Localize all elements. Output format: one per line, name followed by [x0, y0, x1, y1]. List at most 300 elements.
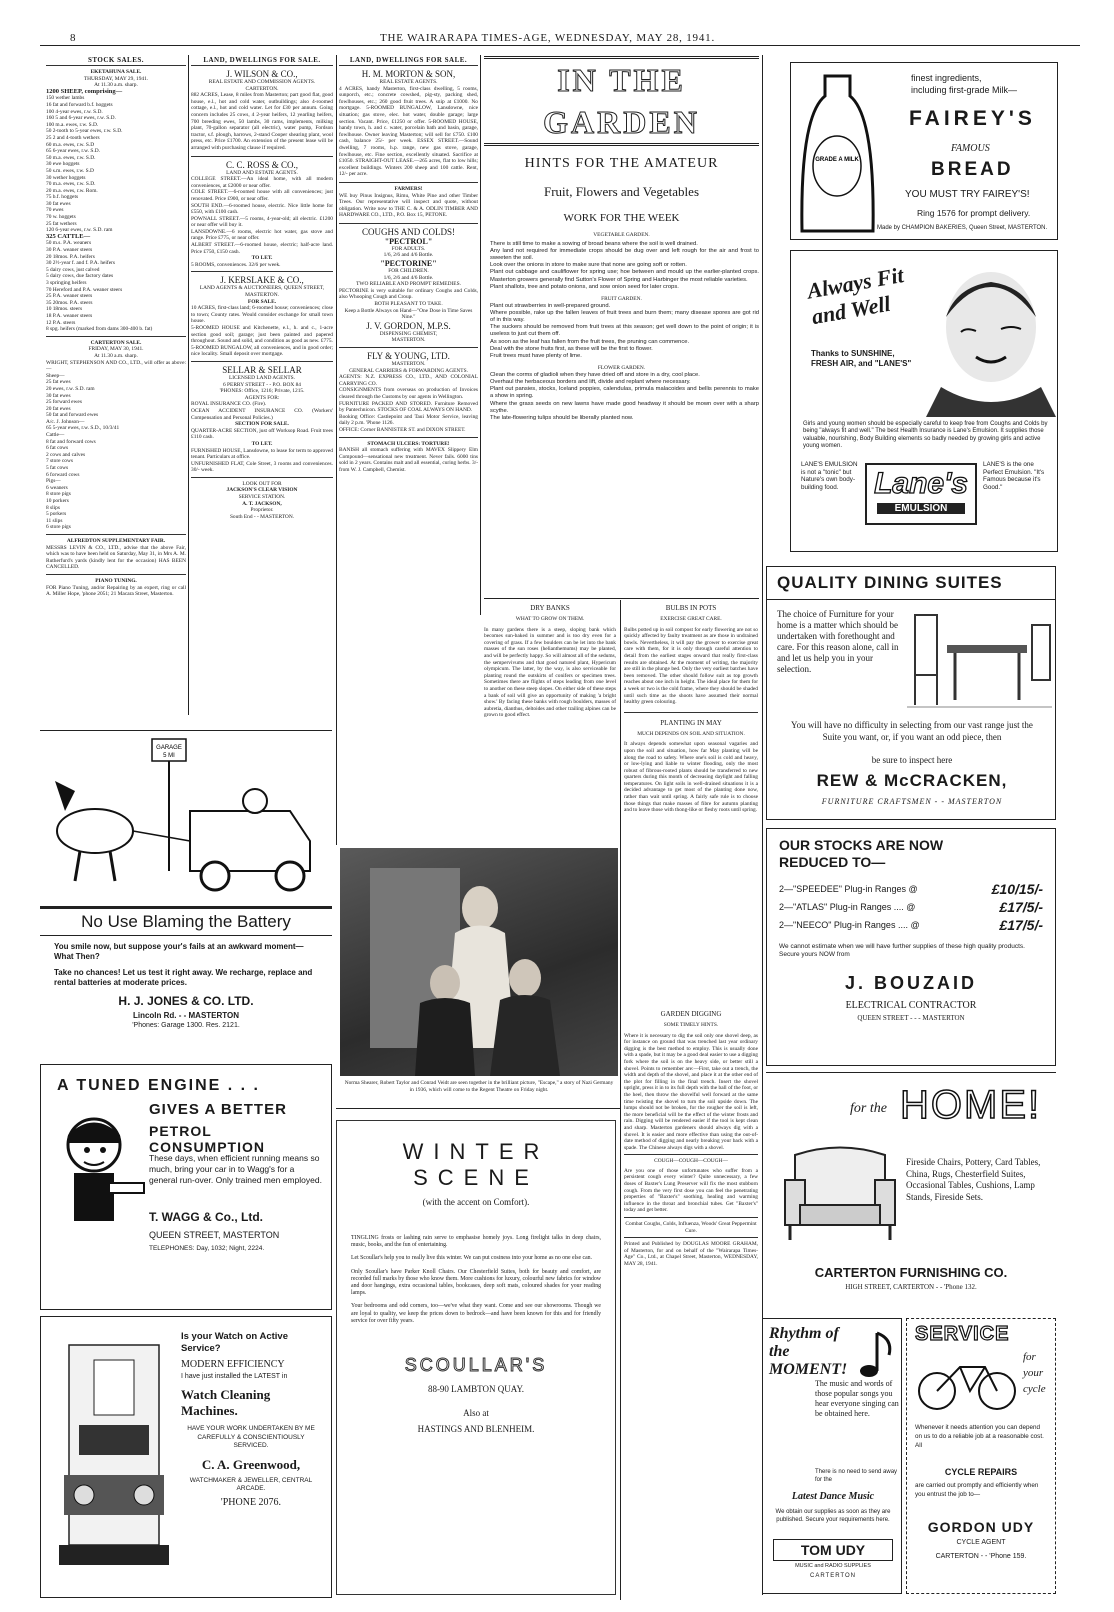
agent-name: J. WILSON & CO.,: [226, 69, 298, 79]
battery-name: H. J. JONES & CO. LTD.: [118, 994, 254, 1008]
list-item: Overhaul the herbaceous borders and lift, divide and replant where necessary.: [490, 379, 691, 386]
list-item: 160 5 and 6-year ewes, r.w. S.D.: [46, 115, 116, 122]
greenwood-ad: [40, 1316, 332, 1598]
dining-title: QUALITY DINING SUITES: [767, 567, 1055, 600]
list-item: LANSDOWNE.—6 rooms, electric hot water, gas stove and range. Price £775, or near offer.: [191, 228, 333, 242]
fairey-line: including first-grade Milk—: [911, 85, 1018, 95]
section-title: FRUIT GARDEN.: [601, 296, 642, 303]
cattle-heading: 325 CATTLE—: [46, 232, 91, 240]
agent-town: CARTERTON.: [245, 85, 279, 92]
bicycle-icon: [915, 1353, 1020, 1413]
list-item: Plant shallots, tree and potato onions, and sow onion seed for later crops.: [490, 283, 679, 290]
sale-label: FOR SALE.: [247, 298, 277, 305]
ulcers-title: STOMACH ULCERS: TORTURE!: [367, 440, 450, 447]
article-sub: SOME TIMELY HINTS.: [663, 1022, 719, 1028]
engine-text: These days, when efficient running means so much, bring your car in to Wagg's for a general run-over. Only trained men employed.: [149, 1153, 322, 1185]
list-item: Any land not required for immediate crops should be dug over and left rough for the air and frost to sweeten the soil.: [490, 247, 759, 261]
jackson-line: Proprietor.: [250, 507, 274, 514]
cattle-list: [46, 240, 186, 332]
kerslake-list: [191, 305, 333, 358]
list-item: 5-ROOMED HOUSE and Kitchenette, e.l., h. and c., 1-acre section good soil; garage; just been painted and papered throughout. Sound and solid, and condition as good as new. £775.: [191, 325, 333, 345]
list-item: 10 porkers: [46, 498, 69, 504]
carrier-text: AGENTS: N.Z. EXPRESS CO., LTD., AND COLONIAL CARRYING CO.: [339, 374, 478, 387]
chemist-town: MASTERTON.: [391, 337, 426, 344]
list-item: SOUTH END.—6-roomed house, electric. Nice little home for £550, with £100 cash.: [191, 202, 333, 216]
battery-phones: 'Phones: Garage 1300. Res. 2121.: [132, 1022, 240, 1029]
dining-inspect: be sure to inspect here: [871, 755, 953, 765]
list-item: 120 6-year ewes, r.w. S.D. ram: [46, 227, 113, 234]
article-title: COUGH—COUGH—COUGH—: [654, 1158, 728, 1165]
garage-sign: GARAGE: [156, 745, 182, 751]
list-item: Where possible, rake up the fallen leaves of fruit trees and burn them; many disease spores are got rid of in this way.: [490, 309, 759, 324]
film-still-image: [340, 848, 618, 1076]
carrier-sub: GENERAL CARRIERS & FORWARDING AGENTS.: [349, 367, 468, 374]
watch-sub: WATCHMAKER & JEWELLER, CENTRAL ARCADE.: [189, 1477, 313, 1492]
list-item: 70 m.a. ewes, r.w. S.D.: [46, 181, 96, 188]
sale-title: CARTERTON SALE.: [90, 339, 142, 346]
remedy-note: Keep a Bottle Always on Hand—"One Dose in Time Saves Nine.": [344, 307, 473, 321]
list-item: 70 w. hoggets: [46, 214, 76, 221]
dining-text: The choice of Furniture for your home is a matter which should be undertaken with forethought and care. For this reason alone, call in and let us help you in your selection.: [777, 609, 899, 674]
battery-address: Lincoln Rd. - - MASTERTON: [132, 1011, 240, 1020]
garden-week: WORK FOR THE WEEK: [563, 212, 680, 224]
article-title: PLANTING IN MAY: [660, 718, 722, 727]
rhythm-text: The music and words of those popular songs you hear everyone singing can be obtained here.: [815, 1379, 899, 1418]
lanes-ad: [790, 250, 1058, 552]
fairey-bread: BREAD: [931, 159, 1014, 180]
stock-sales-column: [46, 55, 186, 725]
list-item: 8 fat and forward cows: [46, 438, 96, 445]
list-item: 25 fat ewes: [46, 379, 71, 386]
winter-body: TINGLING frosts or lashing rain serve to emphasise homely joys. Long firelight talks in deep chairs, music, books, and the fun of entertaining.: [351, 1235, 601, 1249]
tom-udy-ad: [762, 1318, 902, 1594]
list-item: 50 m.s. P.A. weaners: [46, 240, 92, 247]
jackson-line: SERVICE STATION.: [238, 494, 286, 501]
list-item: Pigs—: [46, 478, 61, 485]
photo-caption: Norma Shearer, Robert Taylor and Conrad Veidt are seen together in the brilliant picture, "Escape," a story of Nazi Germany in 1936, which will come to the Regent Theatre on Friday night.: [344, 1080, 614, 1093]
battery-ad: [40, 730, 332, 1055]
remedy-name: "PECTROL": [384, 236, 433, 246]
watch-cleaning: Watch Cleaning Machines.: [181, 1387, 271, 1418]
list-item: Plant out pansies, stocks, Iceland poppies, calendulas, primula malacoides and bellis perennis to make a show in spring.: [490, 386, 759, 400]
battery-cartoon: [40, 731, 332, 901]
fairey-brand: FAIREY'S: [909, 107, 1036, 130]
svg-text:5 MI: 5 MI: [163, 753, 175, 759]
engine-address: QUEEN STREET, MASTERTON: [149, 1230, 280, 1240]
fairey-famous: FAMOUS: [951, 143, 990, 154]
remedy-price: 1/6, 2/6 and 4/6 Bottle.: [383, 274, 434, 281]
list-item: 70 ewes: [46, 207, 64, 214]
carrier-name: FLY & YOUNG, LTD.: [367, 351, 450, 361]
list-item: COLE STREET.—6-roomed house with all conveniences; just renovated. Price £900, or near offer.: [191, 189, 333, 202]
lanes-script: Always Fit and Well: [805, 262, 906, 330]
list-item: ALBERT STREET.—6-roomed house, electric; half-acre land. Price £750, £150 cash.: [191, 242, 333, 255]
list-item: 16 fat and forward b.f. hoggets: [46, 101, 113, 108]
list-item: 30 fat ewes: [46, 392, 71, 399]
agent-name: J. KERSLAKE & CO.,: [220, 275, 304, 286]
watch-efficiency: MODERN EFFICIENCY: [181, 1359, 285, 1370]
list-item: 20 ewes, r.w. S.D. ram: [46, 385, 95, 392]
list-item: 100 m.a. ewes, r.w. S.D.: [46, 121, 99, 128]
list-item: 10 ACRES, first-class land; 6-roomed house; conveniences; close to town; County rates. Would consider exchange for small town house.: [191, 305, 333, 325]
column-header: LAND, DWELLINGS FOR SALE.: [191, 55, 333, 66]
lanes-body: Girls and young women should be especially careful to keep free from Coughs and Colds by being "always fit and well." The best Health Insurance is Lane's Emulsion. It supplies those valuable, nourishing, Body Building elements so badly needed by growing girls and active young women.: [803, 421, 1048, 449]
list-item: 7 store cows: [46, 458, 73, 465]
lanes-thanks: Thanks to SUNSHINE, FRESH AIR, and "LANE'S": [811, 349, 912, 368]
music-note-icon: [855, 1325, 899, 1385]
range-item: [779, 917, 1043, 933]
watch-machine-image: [49, 1325, 179, 1590]
list-item: The late-flowering tulips should be liberally planted now.: [490, 415, 634, 422]
list-item: 18 P.A. weaner steers: [46, 312, 93, 319]
film-photo: [340, 848, 618, 1076]
list-item: 6 weaners: [46, 484, 68, 491]
list-item: 25 P.A. weaner steers: [46, 293, 93, 300]
list-item: There is still time to make a sowing of broad beans where the soil is well drained.: [490, 240, 698, 247]
list-item: 8 store pigs: [46, 491, 71, 498]
watch-phone: 'PHONE 2076.: [220, 1497, 282, 1508]
list-item: 50 fat and forward ewes: [46, 412, 99, 419]
list-item: 30 ewe hoggets: [46, 161, 80, 168]
garden-subtitle: Fruit, Flowers and Vegetables: [543, 184, 700, 199]
list-item: 50 2-tooth to 5-year ewes, r.w. S.D.: [46, 128, 123, 135]
jackson-line: LOOK OUT FOR: [242, 480, 282, 487]
list-item: 50 m.a. ewes, r.w. S.D.: [46, 154, 96, 161]
wagg-ad: [40, 1064, 332, 1310]
list-item: The suckers should be removed from fruit trees at this season; get well down to the point of origin; it is useless to just cut them off.: [490, 324, 759, 338]
bouzaid-title: OUR STOCKS ARE NOW REDUCED TO—: [779, 837, 944, 870]
home-name: CARTERTON FURNISHING CO.: [814, 1265, 1008, 1280]
service-big: SERVICE: [915, 1323, 1010, 1345]
agent-sub: LICENSED LAND AGENTS.: [228, 374, 296, 381]
agent-sub: LAND AGENTS & AUCTIONEERS, QUEEN STREET, MASTERTON.: [199, 285, 325, 299]
lanes-right: LANE'S is the one Perfect Emulsion. "It's Famous because it's Good.": [983, 461, 1045, 491]
list-item: 6 store pigs: [46, 524, 71, 531]
list-item: 65 5-year ewes, r.w. S.D., 10/3/41: [46, 425, 120, 432]
milk-bottle-image: [795, 71, 880, 236]
engine-title: A TUNED ENGINE . . .: [57, 1077, 260, 1094]
carrier-text: CONSIGNMENTS from overseas on production of Invoices cleared through the Customs by our agents in Wellington.: [339, 387, 478, 400]
fair-title: ALFREDTON SUPPLEMENTARY FAIR.: [66, 537, 166, 544]
list-item: 5 dairy cows, just calved: [46, 266, 100, 273]
watch-installed: I have just installed the LATEST in: [181, 1373, 288, 1380]
watch-question: Is your Watch on Active Service?: [181, 1331, 288, 1354]
engine-title: GIVES A BETTER: [149, 1101, 287, 1118]
remedy-sub: FOR ADULTS.: [391, 245, 426, 252]
dining-furniture-image: [907, 605, 1052, 715]
home-address: HIGH STREET, CARTERTON - - 'Phone 132.: [845, 1283, 977, 1291]
engine-name: T. WAGG & Co., Ltd.: [149, 1210, 263, 1224]
section-title: VEGETABLE GARDEN.: [593, 232, 650, 238]
scoullars-ad: [336, 1120, 616, 1595]
carrier-text: FURNITURE PACKED AND STORED. Furniture Removed by Pantechnicon. STOCKS OF COAL ALWAYS ON HAND.: [339, 400, 478, 414]
section-title: SECTION FOR SALE.: [235, 421, 289, 428]
dining-sub: FURNITURE CRAFTSMEN - - MASTERTON: [821, 797, 1003, 806]
winter-title: WINTER SCENE: [402, 1139, 550, 1190]
list-item: Look over the onions in store to make sure that none are going soft or rotten.: [490, 262, 687, 269]
piano-text: FOR Piano Tuning, and/or Repairing by an expert, ring or call A. Miller Hope, 'phone 2051; 21 Macara Street, Masterton.: [46, 584, 186, 598]
lanes-left: LANE'S EMULSION is not a "tonic" but Nature's own body-building food.: [801, 461, 858, 491]
sale-date: FRIDAY, MAY 30, 1941.: [88, 346, 144, 353]
range-name: 2—"NEECO" Plug-in Ranges .... @: [779, 920, 920, 930]
winter-body: Let Scoullar's help you to really live this winter. We can put cosiness into your home as no one else can.: [351, 1255, 592, 1262]
remedy-note: BOTH PLEASANT TO TAKE.: [374, 301, 443, 308]
farmers-title: FARMERS!: [394, 185, 423, 192]
battery-line: You smile now, but suppose your's fails at an awkward moment—What Then?: [54, 942, 304, 961]
list-item: 5 dairy cows, due factory dates: [46, 273, 114, 280]
listing-text: 882 ACRES, Lease, 8 miles from Masterton; part good flat, good house, e.l., hot and cold water, outbuildings; also 4-roomed cottage, e.l., hot and cold water. Let for £30 per annum. Going concern includes 25 cows, 4 2-year heifers, 12 yearling heifers, 700 breeding ewes, 50 lambs, 30 rams, implements, milking plant, 70-gallon separator (all electric), water pump, Fordson tractor, s.f. plough, harrows, 2-stand Cooper shearing plant, wool press, etc. Price £1700. An extension of the present lease will be arranged with purchasing clause if required.: [191, 92, 333, 151]
engine-tel: TELEPHONES: Day, 1032; Night, 2224.: [149, 1245, 265, 1252]
article-title: BULBS IN POTS: [665, 604, 717, 612]
list-item: 10 18mos. steers: [46, 306, 83, 313]
engine-title: PETROL CONSUMPTION: [149, 1123, 265, 1155]
list-item: 12 P.A. steers: [46, 319, 76, 326]
list-item: Clean the corms of gladioli when they have dried off and store in a dry, cool place.: [490, 371, 700, 378]
list-item: 70 Hereford and P.A. weaner steers: [46, 286, 123, 293]
bouzaid-sub: ELECTRICAL CONTRACTOR: [845, 1000, 977, 1011]
digging-article: [624, 1010, 758, 1590]
list-item: 100 4-year ewes, r.w. S.D.: [46, 108, 103, 115]
rhythm-sub: MUSIC and RADIO SUPPLIES: [795, 1563, 871, 1569]
let-text: FURNISHED HOUSE, Lansdowne, to lease for term to approved tenant. Particulars at office.: [191, 447, 333, 461]
list-item: 3 springing heifers: [46, 280, 87, 286]
carrier-text: Booking Office: Castlepoint and Taui Motor Service, leaving daily 2 p.m. 'Phone 1126.: [339, 413, 478, 427]
list-item: 30 fat ewes: [46, 200, 71, 207]
let-title: TO LET.: [251, 255, 273, 262]
remedy-note: TWO RELIABLE AND PROMPT REMEDIES.: [356, 281, 461, 288]
agent-sub: REAL ESTATE AND COMMISSION AGENTS.: [208, 79, 316, 85]
article-sub: WHAT TO GROW ON THEM.: [515, 616, 585, 622]
agent-address: 6 PERRY STREET - - P.O. BOX 84: [222, 381, 302, 388]
column-header: STOCK SALES.: [46, 55, 186, 66]
list-item: Plant out cabbage and cauliflower for spring use; hoe between and mould up the earlier-planted crops. Masterton growers generally find Sutton's Flower of Spring and Harbinger the most reliable varieties.: [490, 269, 759, 283]
jackson-line: A. T. JACKSON,: [242, 500, 282, 507]
dining-name: REW & McCRACKEN,: [816, 771, 1008, 790]
article-body: Bulbs potted up in soil compost for early flowering are not so quickly affected by faulty treatment as are those in undrained bowls. Nevertheless, it will pay the grower to exercise great care with them, for it is only through careful attention to detail from the earliest stages onward that really first-class results are obtained. At the moment of writing, the majority are still in the plunge bed. Only the very earliest batches have been removed. The other should follow suit as top growth reaches about one inch in height. The ideal place for them for a week or two is the cold frame, where they should be shaded until such time as the shoots have assumed their normal healthy green colouring.: [624, 626, 758, 706]
range-name: 2—"SPEEDEE" Plug-in Ranges @: [779, 884, 918, 894]
fairey-must: YOU MUST TRY FAIREY'S!: [905, 189, 1030, 200]
jackson-line: JACKSON'S CLEAR VISION: [226, 487, 298, 494]
article-sub: MUCH DEPENDS ON SOIL AND SITUATION.: [637, 730, 745, 737]
range-price: £17/5/-: [999, 917, 1043, 933]
chemist-name: J. V. GORDON, M.P.S.: [366, 320, 451, 331]
land-column-1: [191, 55, 333, 715]
listing-text: 4 ACRES, handy Masterton, first-class dwelling, 5 rooms, sunporch, etc.; concrete cowshed, pig-sty, packing shed, fowlhouses, etc.; 260 good fruit trees. A snip at £1000. No mortgage. 5-ROOMED BUNGALOW, Lansdowne, nice situation; gas stove, elec. hot water, double garage; large section. Vacant. Price, £1250 or offer. 5-ROOMED HOUSE, handy town, h. and c. water, porcelain bath and basin, garage, fowlhouse. Owner leaving Masterton; will sell for £750. £100 cash, balance 25/- per week. ESSEX STREET.—Sound dwelling, 7 rooms, h.p. range, new gas stove, garage, fowlhouse, etc. Fine section, excellently situated. Sacrifice at £1050. STRAIGHT-OUT LEASE.—265 acres, flat to low hills; excellent buildings. Winters 200 sheep and 100 cattle. Rent, 12/- per acre.: [339, 85, 478, 178]
section-text: QUARTER-ACRE SECTION, just off Worksop Road. Fruit trees £110 cash.: [191, 427, 333, 441]
list-item: As soon as the leaf has fallen from the fruit trees, the pruning can commence.: [490, 338, 690, 345]
mechanic-cartoon: [49, 1105, 149, 1245]
agents-label: AGENTS FOR:: [244, 394, 280, 401]
service-address: CARTERTON - - 'Phone 159.: [935, 1553, 1027, 1560]
armchair-image: [780, 1135, 900, 1245]
also-label: Also at: [463, 1408, 489, 1419]
flower-list: [484, 372, 759, 422]
list-item: 25 fat wethers: [46, 220, 77, 227]
list-item: Where the grass seeds on new lawns have made good headway it should be mown over with a sharp scythe.: [490, 400, 759, 414]
fruit-list: [484, 303, 759, 361]
section-title: FLOWER GARDEN.: [597, 365, 646, 372]
scoullars-brand: SCOULLAR'S: [404, 1355, 548, 1376]
remedy-price: 1/6, 2/6 and 4/6 Bottle.: [383, 252, 434, 259]
battery-title: No Use Blaming the Battery: [40, 906, 332, 936]
list-item: 35 20mos. P.A. steers: [46, 299, 93, 306]
list-item: 30 P.A. weaner steers: [46, 247, 93, 254]
article-sub: EXERCISE GREAT CARE.: [660, 616, 722, 622]
rhythm-need: There is no need to send away for the: [815, 1469, 898, 1483]
carrier-town: MASTERTON.: [391, 361, 426, 367]
service-text: Whenever it needs attention you can depend on us to do a reliable job at a reasonable cost. All: [915, 1424, 1044, 1449]
range-item: [779, 899, 1043, 915]
remedy-sub: FOR CHILDREN.: [388, 268, 429, 275]
range-item: [779, 881, 1043, 897]
range-price: £17/5/-: [999, 899, 1043, 915]
list-item: A/c. J. Johnson—: [46, 418, 85, 425]
service-repairs: CYCLE REPAIRS: [944, 1467, 1018, 1477]
list-item: POWNALL STREET.—5 rooms, 4-year-old; all electric. £1200 or near offer will buy it.: [191, 215, 333, 229]
gordon-udy-ad: [906, 1318, 1056, 1594]
also-towns: HASTINGS AND BLENHEIM.: [417, 1424, 535, 1435]
service-for: for your cycle: [1023, 1351, 1046, 1395]
scoullars-address: 88-90 LAMBTON QUAY.: [427, 1384, 525, 1395]
list-item: 20 18mos. P.A. heifers: [46, 253, 95, 260]
list-item: 75 b.f. hoggets: [46, 194, 79, 201]
let-title: TO LET.: [251, 440, 273, 447]
list-item: 30 wether hoggets: [46, 174, 86, 181]
service-name: GORDON UDY: [927, 1519, 1035, 1535]
remedy-name: "PECTORINE": [380, 259, 437, 269]
masthead-title: THE WAIRARAPA TIMES-AGE, WEDNESDAY, MAY 28, 1941.: [380, 32, 716, 44]
agent-name: C. C. ROSS & CO.,: [225, 159, 299, 170]
carterton-furnishing-ad: [766, 1072, 1056, 1312]
farmers-text: WE buy Pinus Insignus, Rimu, White Pine and other Timber Trees. Our representative will inspect and quote, without obligation. Write now to THE C. & A. ODLIN TIMBER AND HARDWARE CO., LTD., P.O. Box 15, PETONE.: [339, 192, 478, 219]
combat-note: Combat Coughs, Colds, Influenza, Woods' Great Peppermint Cure.: [625, 1221, 757, 1234]
home-big: HOME!: [900, 1083, 1042, 1127]
list-item: 25 2 and 4-tooth wethers: [46, 134, 100, 141]
range-price: £10/15/-: [991, 881, 1043, 897]
bulbs-article: [624, 604, 758, 1004]
list-item: Sheep—: [46, 372, 65, 379]
fairey-ring: Ring 1576 for prompt delivery.: [917, 208, 1031, 218]
bouzaid-name: J. BOUZAID: [844, 973, 977, 993]
chemist-sub: DISPENSING CHEMIST,: [379, 330, 438, 337]
sale-date: THURSDAY, MAY 29, 1941.: [83, 75, 149, 82]
let-text: UNFURNISHED FLAT, Cole Street, 3 rooms and conveniences. 30/- week.: [191, 460, 333, 474]
home-text: Fireside Chairs, Pottery, Card Tables, China, Rugs, Chesterfield Suites, Occasional Tables, Cushions, Lamp Stands, Fireside Sets.: [906, 1157, 1041, 1202]
agent-phones: 'PHONES: Office, 1216; Private, 1215.: [219, 388, 305, 395]
list-item: 20 m.a. ewes, r.w. Rom.: [46, 187, 98, 194]
carrier-text: OFFICE: Corner BANNISTER ST. and DIXON STREET.: [339, 426, 466, 433]
battery-line: Take no chances! Let us test it right away. We recharge, replace and rental batteries at moderate prices.: [54, 968, 313, 987]
list-item: 30 2½-year f. and f. P.A. heifers: [46, 260, 116, 267]
remedy-text: PECTORINE is very suitable for ordinary Coughs and Colds, also Whooping Cough and Croup.: [339, 287, 478, 301]
article-title: GARDEN DIGGING: [660, 1010, 722, 1018]
veg-list: [484, 241, 759, 291]
milk-label: GRADE A MILK: [815, 157, 859, 163]
rew-mccracken-ad: [766, 566, 1056, 820]
list-item: Plant out strawberries in well-prepared ground.: [490, 302, 611, 309]
coughs-title: COUGHS AND COLDS!: [361, 226, 455, 237]
lanes-logo-emulsion: EMULSION: [877, 503, 965, 514]
list-item: 5 porkers: [46, 511, 67, 518]
watch-name: C. A. Greenwood,: [201, 1457, 301, 1472]
list-item: 8 spg. heifers (marked from dams 300-400 b. fat): [46, 326, 153, 333]
sheep-list: [46, 95, 186, 233]
list-item: 25 forward ewes: [46, 399, 82, 406]
dining-text2: You will have no difficulty in selecting from our vast range just the Suite you want, or, if you want an odd piece, then: [791, 720, 1033, 742]
sale-title: EKETAHUNA SALE.: [90, 69, 142, 75]
rhythm-script: Rhythm of the MOMENT!: [769, 1325, 848, 1378]
list-item: 60 m.a. ewes, r.w. S.D: [46, 141, 95, 148]
agent-sub: LAND AND ESTATE AGENTS.: [226, 169, 298, 176]
winter-body: Only Scoullar's have Parker Knoll Chairs. Our Chesterfield Suites, both for beauty and comfort, are recorded full marks by those who know them. More cushions for luxury, colourful new fabrics for window and door hangings, extra occasional tables, bookcases, deep soft mats, coloured shades for your reading lamps.: [351, 1268, 601, 1297]
winter-sub: (with the accent on Comfort).: [422, 1197, 530, 1207]
article-body: It always depends somewhat upon seasonal vagaries and upon the soil and situation, how far May planting will be along the road to safety. Where one's soil is cold and heavy, or low-lying and liable to winter flooding, only the most robust of fibrous-rooted plants should be transferred to new quarters during this month of decreasing daylight and falling temperatures. On light soils in well-drained situations it is a decided advantage to get most of the planting done now, rather than wait until spring. A fairly safe rule is to choose those things that make masses of fibre for autumn planting and to leave those with thong-like or fleshy roots until spring.: [624, 741, 758, 814]
fair-text: MESSRS LEVIN & CO., LTD., advise that the above Fair, which was to have been held on Saturday, May 31, in Mrs A. M. Rutherfurd's yards (kindly lent for the occasion) HAS BEEN CANCELLED.: [46, 544, 186, 571]
list-item: 150 wether lambs: [46, 95, 85, 102]
piano-title: PIANO TUNING.: [95, 577, 137, 584]
service-sub: CYCLE AGENT: [956, 1539, 1006, 1546]
list-item: 8 slips: [46, 504, 60, 511]
list-item: 5 fat cows: [46, 465, 69, 472]
watch-work: HAVE YOUR WORK UNDERTAKEN BY ME CAREFULLY & CONSCIENTIOUSLY SERVICED.: [187, 1425, 315, 1449]
list-item: 5-ROOMED BUNGALOW, all conveniences, and in good order; nice locality. Small deposit over mortgage.: [191, 344, 333, 358]
service-text2: are carried out promptly and efficiently when you entrust the job to—: [915, 1482, 1039, 1498]
list-item: Fruit trees must have plenty of lime.: [490, 353, 582, 360]
ulcers-text: BANISH all stomach suffering with MAVEX Slippery Elm Compound—sensational new treatment. Never fails. 6000 tins sold in 2 years. Contains malt and all essential, curing herbs. 3/- from W. J. Campbell, Chemist.: [339, 447, 478, 473]
page-number: 8: [70, 32, 76, 44]
garden-title: IN THE GARDEN: [484, 56, 759, 146]
rhythm-name: TOM UDY: [773, 1539, 893, 1561]
sale-time: At 11.30 a.m. sharp.: [94, 82, 138, 89]
faireys-ad: [790, 62, 1058, 240]
article-body: Are you one of those unfortunates who suffer from a persistent cough every winter? Quite unnecessary, a few doses of Baxter's Lung Preserver will fix the most stubborn cough. From the very first dose you can feel the penetrating properties of "Baxter's" soothing, healing and warming influence in the throat and bronchial tubes. Get "Baxter's" today and get better.: [624, 1167, 758, 1214]
list-item: 50 s.m. ewes, r.w. S.D: [46, 167, 94, 174]
article-body: Where it is necessary to dig the soil only one shovel deep, as for instance on ground that was trenched last year ordinary digging is the best method to employ. This is usually done with a spade, but it may be a good deal easier to use a digging fork where the soil is on the heavy side, or better still a shovel. Points to remember are:—First, take out a trench, the width and depth of the shovel, and place it at the other end of the plot for filling in the final trench. Insert the shovel upright, press it in to its full depth with the ball of the foot, or the heel, then throw the shovelful well forward at the same time twisting the shovel to turn the soil upside down. The lumps should not be broken, for the rougher the soil is left, the more beneficial will be the effect of the winter frosts and rain. Digging will be rendered easier if the tool is kept clean and sharp. Masterton gardeners should always dig with a shovel. It is easier and more effective than using the out-of-date method of digging and nearly breaking your back with a spade. The Chinese always digs with a shovel.: [624, 1032, 758, 1151]
rhythm-town: CARTERTON: [809, 1573, 856, 1579]
lanes-logo: [865, 463, 977, 525]
range-name: 2—"ATLAS" Plug-in Ranges .... @: [779, 902, 916, 912]
fairey-made: Made by CHAMPION BAKERIES, Queen Street, MASTERTON.: [877, 225, 1048, 231]
bouzaid-items: [767, 875, 1055, 939]
article-body: In many gardens there is a steep, sloping bank which becomes sun-baked in summer and is too dry even for a covering of grass. If a few boulders can be let into the bank masses of the sun roses (helianthemums) may be planted, and will be perfectly happy. So will almost all of the sedums, the sempervivums and that good natured plant, Hypericum olympicum. The latter, by the way, is also serviceable for planting round the outskirts of conifers or specimen trees. Sometimes there are flights of steps leading from one level to another on these steep slopes. On either side of these steps a bank of soil will give an opportunity of making 'a bright show.' By facing these banks with rough boulders, masses of aubretia, dianthus, deltoides and other trailing alpines can be grown to good effect.: [484, 626, 616, 719]
woman-portrait: [921, 257, 1056, 417]
bouzaid-address: QUEEN STREET - - - MASTERTON: [857, 1014, 965, 1022]
ross-list: [191, 176, 333, 255]
agent-name: H. M. MORTON & SON,: [361, 69, 456, 79]
lanes-logo-text: Lane's: [874, 467, 968, 500]
bouzaid-note: We cannot estimate when we will have further supplies of these high quality products. Secure yours NOW from: [779, 943, 1025, 958]
list-item: 6 forward cows: [46, 471, 80, 478]
insurance: OCEAN ACCIDENT INSURANCE CO. (Workers' Compensation and Personal Policies.): [191, 407, 333, 421]
sale-time: At 11.30 a.m. sharp.: [94, 352, 138, 359]
agent-name: SELLAR & SELLAR: [222, 364, 302, 375]
sheep-heading: 1200 SHEEP, comprising—: [46, 87, 123, 95]
list-item: Cattle—: [46, 432, 65, 439]
bouzaid-ad: [766, 828, 1056, 1066]
agent-sub: REAL ESTATE AGENTS.: [379, 79, 438, 85]
list-item: COLLEGE STREET.—An ideal home, with all modern conveniences, at £2000 or near offer.: [191, 176, 333, 189]
rhythm-obtain: We obtain our supplies as soon as they are published. Secure your requirements here.: [775, 1509, 891, 1523]
column-header: LAND, DWELLINGS FOR SALE.: [339, 55, 478, 66]
list-item: 11 slips: [46, 517, 63, 524]
jackson-line: South End - - MASTERTON.: [229, 513, 295, 520]
list-item: 6 fat cows: [46, 445, 69, 452]
let-text: 5 ROOMS, conveniences. 32/6 per week.: [191, 261, 281, 268]
home-for: for the: [850, 1101, 887, 1116]
winter-body: Your bedrooms and odd corners, too—we've what they want. Come and see our showrooms. Though we are loyal to quality, we keep the prices down to bedrock—and have been known for this and for friendly service for over fifty years.: [351, 1303, 601, 1324]
list-item: 20 fat ewes: [46, 405, 71, 412]
list-item: 65 6-year ewes, r.w. S.D.: [46, 148, 100, 155]
